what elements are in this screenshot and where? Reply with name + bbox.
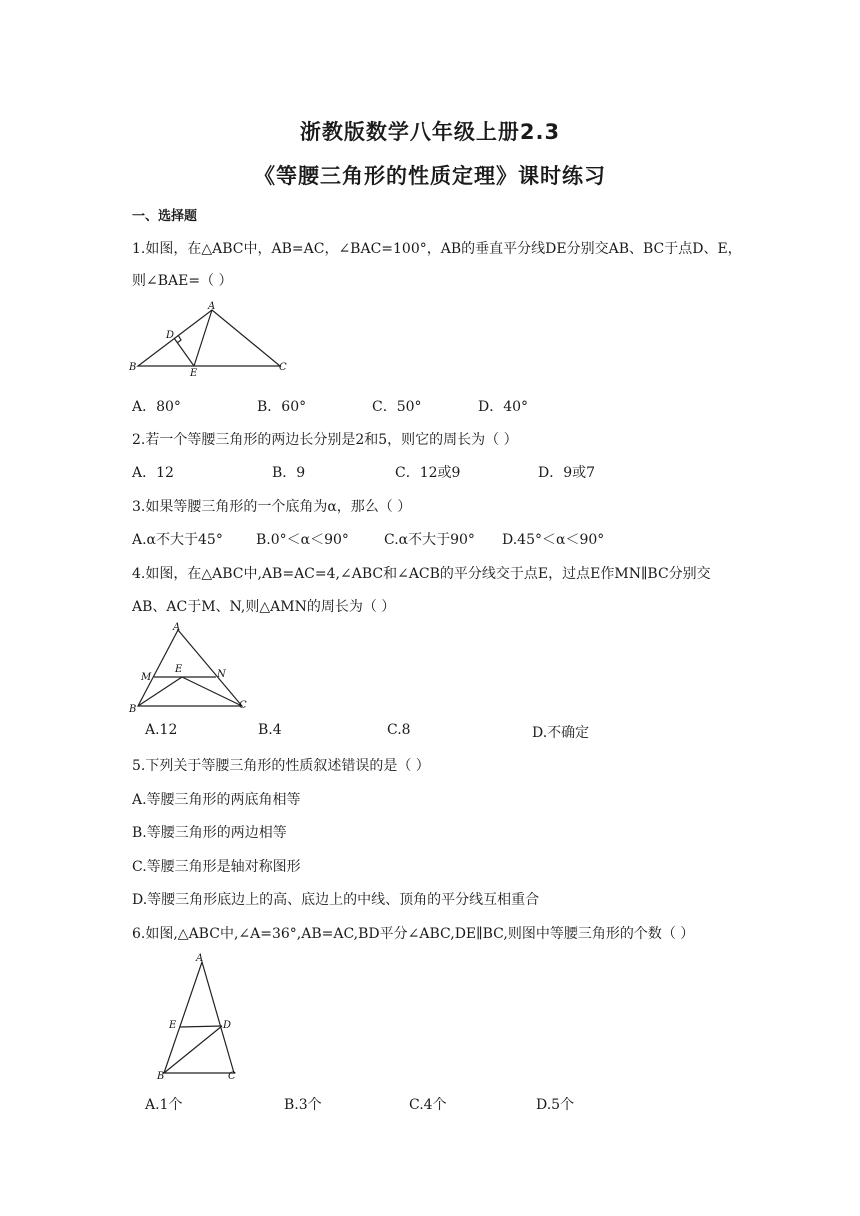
q3-option-b[interactable]: B.0°＜α＜90°	[256, 532, 349, 548]
q3-option-c[interactable]: C.α不大于90°	[384, 532, 475, 548]
q6-label-b: B	[157, 1071, 165, 1082]
q1-text-line1: 1.如图，在△ABC中，AB=AC，∠BAC=100°，AB的垂直平分线DE分别交AB、BC于点D、E，	[132, 241, 742, 257]
q2-option-d[interactable]: D．9或7	[538, 465, 596, 481]
q2-options	[132, 462, 732, 482]
q5-text: 5.下列关于等腰三角形的性质叙述错误的是（ ）	[132, 758, 430, 774]
q6-option-b[interactable]: B.3个	[284, 1097, 322, 1113]
q6-option-a[interactable]: A.1个	[145, 1097, 183, 1113]
q5-choice-c[interactable]: C.等腰三角形是轴对称图形	[132, 859, 301, 875]
q5-choice-d[interactable]: D.等腰三角形底边上的高、底边上的中线、顶角的平分线互相重合	[132, 892, 540, 908]
q1-label-c: C	[279, 362, 287, 373]
q6-label-d: D	[223, 1020, 232, 1031]
q4-label-m: M	[141, 672, 152, 683]
q6-segment-de	[180, 1026, 222, 1027]
q6-label-c: C	[228, 1071, 236, 1082]
q5-choice-a[interactable]: A.等腰三角形的两底角相等	[132, 792, 301, 808]
q1-segment-ae	[194, 310, 212, 366]
q4-option-a[interactable]: A.12	[145, 722, 178, 738]
section-heading: 一、选择题	[132, 209, 198, 224]
q4-option-b[interactable]: B.4	[258, 722, 282, 738]
q4-option-c[interactable]: C.8	[387, 722, 411, 738]
q6-triangle-abc	[164, 962, 234, 1073]
q3-text: 3.如果等腰三角形的一个底角为α，那么（ ）	[132, 499, 412, 515]
q2-option-b[interactable]: B．9	[272, 465, 306, 481]
q3-option-a[interactable]: A.α不大于45°	[132, 532, 223, 548]
q4-triangle-abc	[138, 630, 242, 706]
q2-option-c[interactable]: C．12或9	[395, 465, 461, 481]
q1-option-a[interactable]: A．80°	[132, 399, 181, 415]
q1-segment-de	[174, 338, 194, 366]
q4-label-n: N	[217, 669, 226, 680]
q6-option-d[interactable]: D.5个	[536, 1097, 575, 1113]
q2-option-a[interactable]: A．12	[132, 465, 174, 481]
q4-figure	[126, 620, 256, 716]
q4-label-e: E	[175, 664, 183, 675]
q4-label-a: A	[173, 622, 181, 633]
q4-label-b: B	[129, 704, 137, 715]
q6-option-c[interactable]: C.4个	[409, 1097, 447, 1113]
q2-text: 2.若一个等腰三角形的两边长分别是2和5，则它的周长为（ ）	[132, 432, 518, 448]
q1-label-a: A	[208, 301, 216, 312]
q4-label-c: C	[239, 700, 247, 711]
q1-label-e: E	[190, 368, 198, 378]
q1-figure	[126, 300, 296, 378]
q1-text-line2: 则∠BAE=（ ）	[132, 273, 233, 289]
q6-text: 6.如图,△ABC中,∠A=36°,AB=AC,BD平分∠ABC,DE∥BC,则图中等腰三角形的个数（ ）	[132, 926, 695, 942]
q6-options	[132, 1094, 732, 1114]
q1-options	[132, 396, 732, 416]
q1-label-d: D	[166, 330, 175, 341]
q4-text-line2: AB、AC于M、N,则△AMN的周长为（ ）	[132, 599, 396, 615]
q3-option-d[interactable]: D.45°＜α＜90°	[502, 532, 605, 548]
doc-title-line2: 《等腰三角形的性质定理》课时练习	[254, 164, 606, 188]
q5-choice-b[interactable]: B.等腰三角形的两边相等	[132, 825, 287, 841]
q6-label-e: E	[169, 1020, 177, 1031]
q1-option-d[interactable]: D．40°	[478, 399, 529, 415]
q4-options	[132, 722, 732, 742]
q4-bisector-ce	[182, 677, 242, 706]
q4-text-line1: 4.如图，在△ABC中,AB=AC=4,∠ABC和∠ACB的平分线交于点E，过点E作MN∥BC分别交	[132, 566, 711, 582]
q6-label-a: A	[196, 953, 204, 964]
doc-title-line1: 浙教版数学八年级上册2.3	[299, 120, 561, 144]
q6-figure	[152, 950, 252, 1082]
q4-option-d[interactable]: D.不确定	[532, 725, 590, 741]
q1-label-b: B	[129, 362, 137, 373]
q1-option-b[interactable]: B．60°	[257, 399, 307, 415]
q1-option-c[interactable]: C．50°	[372, 399, 422, 415]
q6-bisector-bd	[164, 1026, 222, 1073]
q3-options	[132, 529, 732, 549]
